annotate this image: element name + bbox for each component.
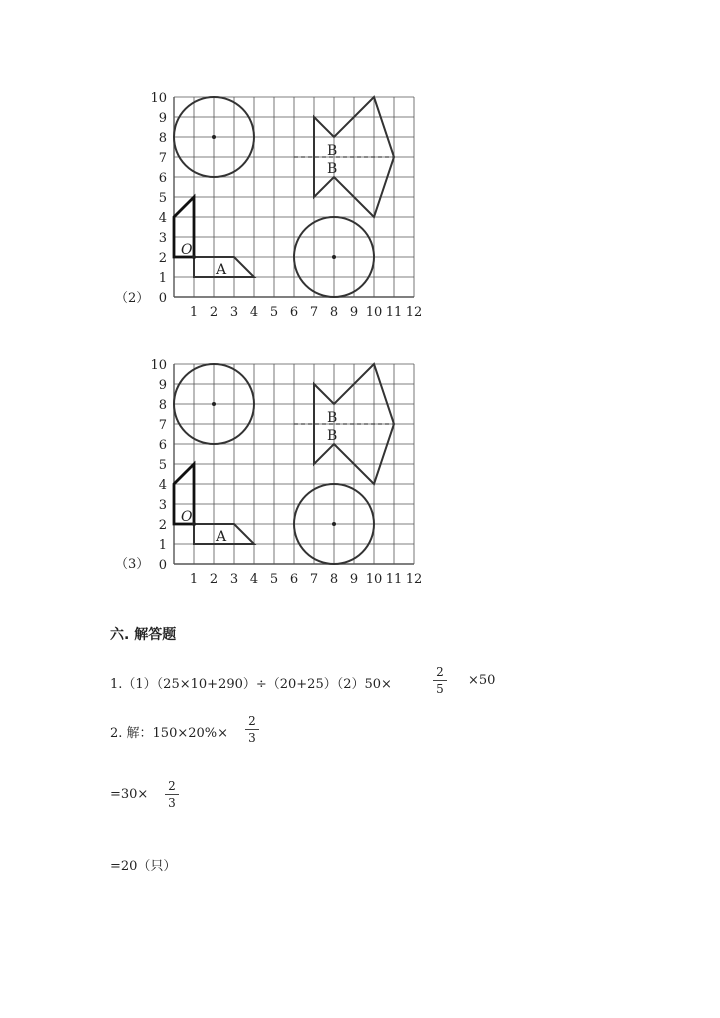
y-tick-label: 4: [158, 211, 167, 226]
shape-a-label: A: [216, 262, 227, 278]
y-tick-label: 0: [158, 558, 167, 573]
fraction-two-thirds: [165, 779, 179, 810]
fraction-denominator: 3: [168, 796, 176, 810]
x-tick-label: 6: [289, 572, 299, 587]
figure-label: （2）: [115, 291, 150, 306]
y-tick-label: 9: [158, 378, 167, 393]
coordinate-grid-figure-3: [140, 357, 440, 592]
y-tick-label: 6: [158, 438, 167, 453]
x-tick-label: 1: [189, 572, 199, 587]
point-o-label: O: [181, 509, 193, 525]
y-tick-label: 3: [158, 231, 167, 246]
shape-b-lower-label: B: [327, 428, 338, 444]
figure-label: （3）: [115, 557, 150, 572]
x-tick-label: 7: [309, 305, 319, 320]
solution-step-1: =30×: [110, 787, 149, 802]
fraction-numerator: 2: [168, 779, 176, 793]
x-tick-label: 3: [229, 572, 239, 587]
x-tick-label: 10: [365, 305, 383, 320]
x-tick-label: 7: [309, 572, 319, 587]
x-tick-label: 11: [385, 305, 403, 320]
fraction-two-fifths: [433, 665, 447, 696]
x-tick-label: 5: [269, 305, 279, 320]
x-tick-label: 4: [249, 572, 259, 587]
fraction-two-thirds: [245, 714, 259, 745]
y-tick-label: 10: [150, 91, 167, 106]
answer-2-prefix: 2. 解：150×20%×: [110, 726, 229, 741]
fraction-bar: [245, 729, 259, 730]
answer-1-suffix: ×50: [468, 673, 496, 688]
y-tick-label: 7: [158, 151, 167, 166]
y-tick-label: 7: [158, 418, 167, 433]
y-tick-label: 0: [158, 291, 167, 306]
shape-b-upper-label: B: [327, 410, 338, 426]
x-tick-label: 12: [405, 305, 423, 320]
shape-b-upper-label: B: [327, 143, 338, 159]
y-tick-label: 2: [158, 518, 167, 533]
x-tick-label: 11: [385, 572, 403, 587]
fraction-bar: [433, 680, 447, 681]
x-tick-label: 8: [329, 572, 339, 587]
answer-1-prefix: 1.（1）（25×10+290）÷（20+25）（2）50×: [110, 677, 392, 692]
coordinate-grid-figure-2: [140, 90, 440, 325]
y-tick-label: 8: [158, 131, 167, 146]
fraction-denominator: 3: [248, 731, 256, 745]
circle-top-center: [212, 402, 216, 406]
x-tick-label: 1: [189, 305, 199, 320]
y-tick-label: 5: [158, 458, 167, 473]
circle-bottom-center: [332, 255, 336, 259]
fraction-bar: [165, 794, 179, 795]
point-o: [192, 522, 196, 526]
x-tick-label: 9: [349, 572, 359, 587]
section-title: 六. 解答题: [110, 627, 177, 643]
x-tick-label: 2: [209, 572, 219, 587]
y-tick-label: 1: [158, 538, 167, 553]
point-o-label: O: [181, 242, 193, 258]
x-tick-label: 9: [349, 305, 359, 320]
solution-step-2: =20（只）: [110, 859, 177, 874]
circle-top-center: [212, 135, 216, 139]
point-o: [192, 255, 196, 259]
x-tick-label: 8: [329, 305, 339, 320]
y-tick-label: 5: [158, 191, 167, 206]
shape-a-label: A: [216, 529, 227, 545]
y-tick-label: 10: [150, 358, 167, 373]
fraction-numerator: 2: [248, 714, 256, 728]
x-tick-label: 3: [229, 305, 239, 320]
x-tick-label: 4: [249, 305, 259, 320]
x-tick-label: 2: [209, 305, 219, 320]
fraction-numerator: 2: [436, 665, 444, 679]
x-tick-label: 12: [405, 572, 423, 587]
y-tick-label: 2: [158, 251, 167, 266]
y-tick-label: 1: [158, 271, 167, 286]
x-tick-label: 5: [269, 572, 279, 587]
y-tick-label: 8: [158, 398, 167, 413]
y-tick-label: 3: [158, 498, 167, 513]
circle-bottom-center: [332, 522, 336, 526]
shape-b-lower-label: B: [327, 161, 338, 177]
y-tick-label: 6: [158, 171, 167, 186]
fraction-denominator: 5: [436, 682, 444, 696]
x-tick-label: 10: [365, 572, 383, 587]
x-tick-label: 6: [289, 305, 299, 320]
y-tick-label: 9: [158, 111, 167, 126]
y-tick-label: 4: [158, 478, 167, 493]
